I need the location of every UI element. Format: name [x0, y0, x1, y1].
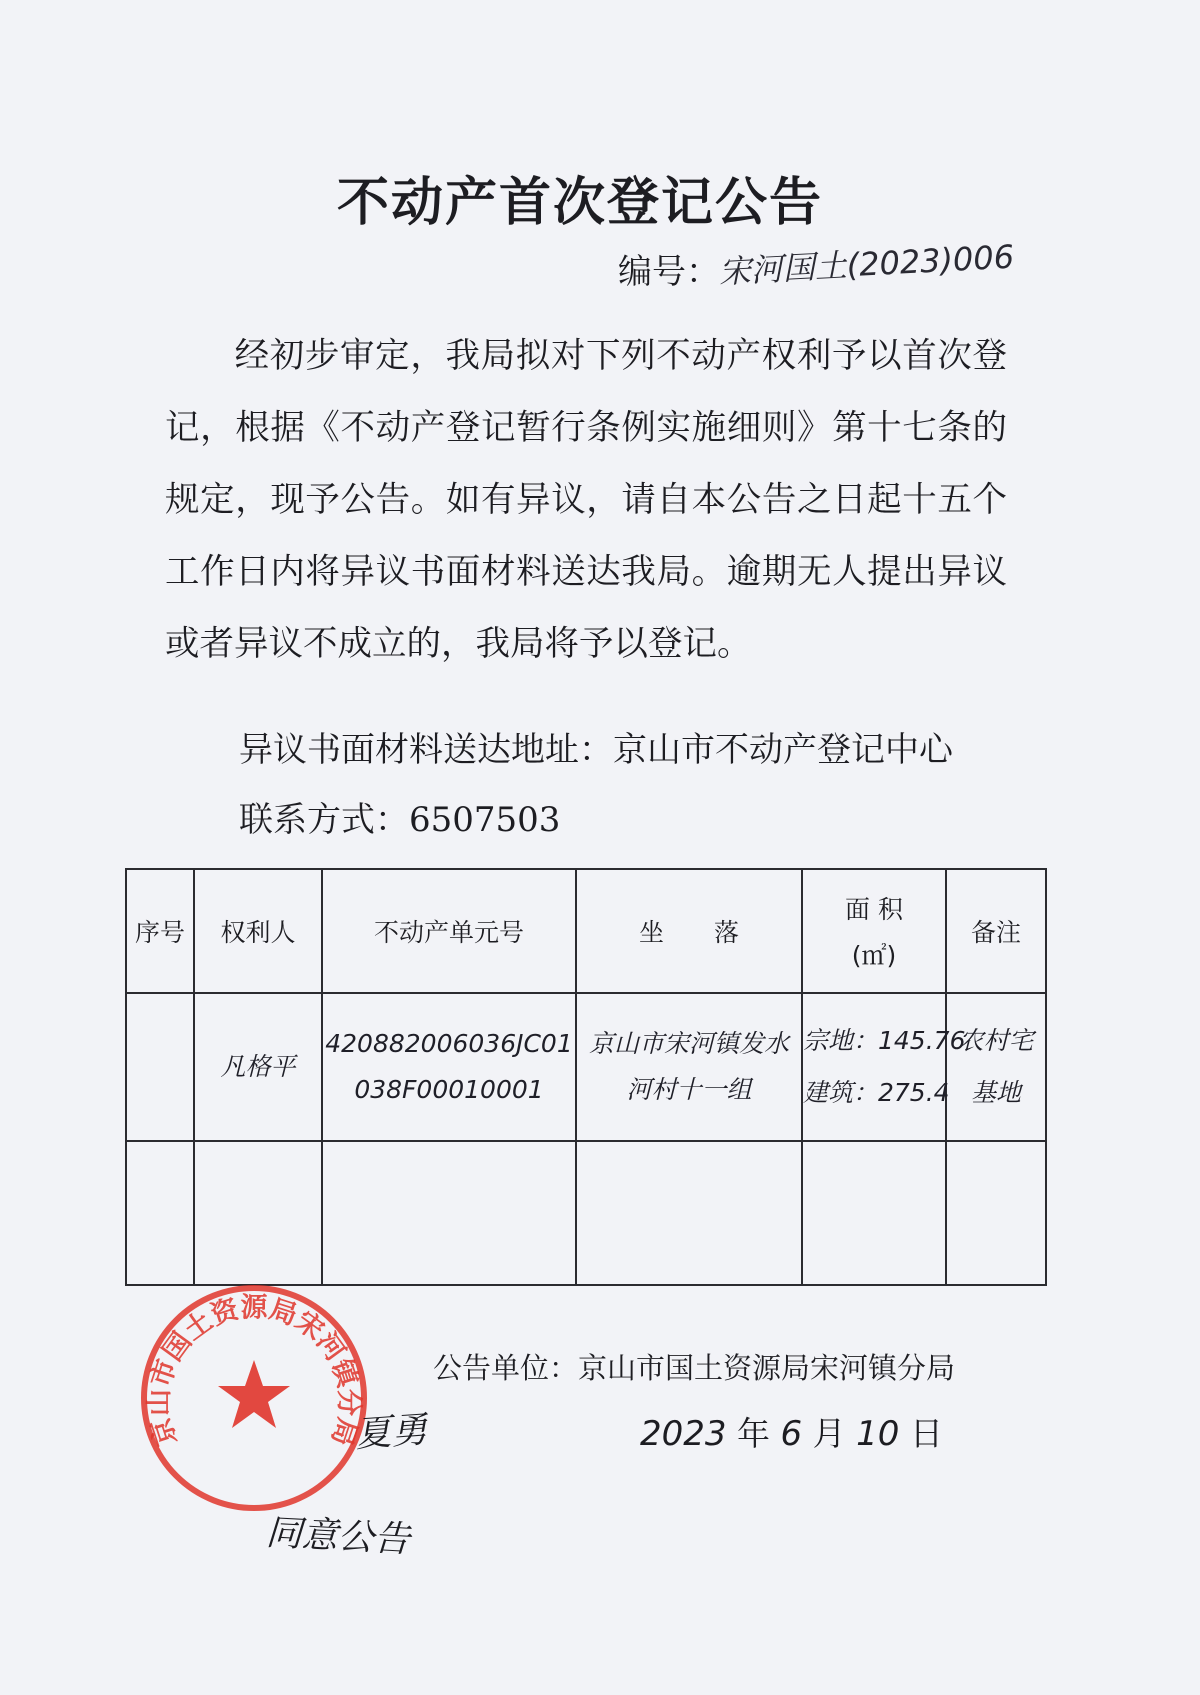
cell-area-land: 宗地：145.76: [803, 1026, 966, 1055]
cell-note: 农村宅基地: [946, 993, 1046, 1141]
table-header-row: [126, 869, 1046, 993]
date-month-char: 月: [812, 1414, 846, 1453]
publish-date: [640, 1408, 943, 1455]
cell-note: [946, 1141, 1046, 1285]
document-number-label: 编号：: [618, 252, 720, 292]
date-day: 10: [856, 1414, 900, 1454]
cell-index: [126, 1141, 194, 1285]
cell-location: 京山市宋河镇发水河村十一组: [576, 993, 802, 1141]
registration-table: [125, 868, 1047, 1286]
signature-approval: 同意公告: [264, 1512, 411, 1561]
header-area-unit: (㎡): [851, 941, 897, 970]
cell-area-building: 建筑：275.4: [803, 1078, 950, 1107]
cell-area: [802, 993, 966, 1141]
header-area: [802, 869, 946, 993]
header-index: 序号: [126, 869, 194, 993]
header-owner: 权利人: [194, 869, 322, 993]
official-seal: [138, 1282, 370, 1514]
document-number: [618, 237, 1016, 293]
cell-index: [126, 993, 194, 1141]
document-number-value: 宋河国土(2023)006: [717, 237, 1015, 292]
table-row: [126, 1141, 1046, 1285]
date-year: 2023: [640, 1414, 727, 1454]
date-day-char: 日: [909, 1414, 943, 1453]
seal-star-icon: [218, 1360, 290, 1428]
contact-info: 联系方式：6507503: [239, 800, 561, 840]
notice-paragraph: [165, 320, 1007, 680]
signature-name: 夏勇: [353, 1409, 429, 1456]
header-area-label: 面 积: [845, 895, 903, 924]
cell-area: [802, 1141, 946, 1285]
header-unit-no: 不动产单元号: [322, 869, 576, 993]
document-title: 不动产首次登记公告: [336, 173, 823, 233]
cell-owner: 凡格平: [194, 993, 322, 1141]
header-note: 备注: [946, 869, 1046, 993]
objection-address: 异议书面材料送达地址：京山市不动产登记中心: [239, 730, 953, 770]
notice-paragraph-text: 经初步审定，我局拟对下列不动产权利予以首次登记，根据《不动产登记暂行条例实施细则》第十七条的规定，现予公告。如有异议，请自本公告之日起十五个工作日内将异议书面材料送达我局。逾期无人提出异议或者异议不成立的，我局将予以登记。: [165, 336, 1007, 664]
cell-owner: [194, 1141, 322, 1285]
date-year-char: 年: [737, 1414, 771, 1453]
table-row: [126, 993, 1046, 1141]
seal-text: 京山市国土资源局宋河镇分局: [143, 1292, 365, 1450]
cell-unit-no: 420882006036JC01038F00010001: [322, 993, 576, 1141]
publisher-line: 公告单位：京山市国土资源局宋河镇分局: [433, 1351, 956, 1385]
cell-unit-no: [322, 1141, 576, 1285]
header-location: 坐 落: [576, 869, 802, 993]
date-month: 6: [780, 1414, 803, 1454]
cell-location: [576, 1141, 802, 1285]
